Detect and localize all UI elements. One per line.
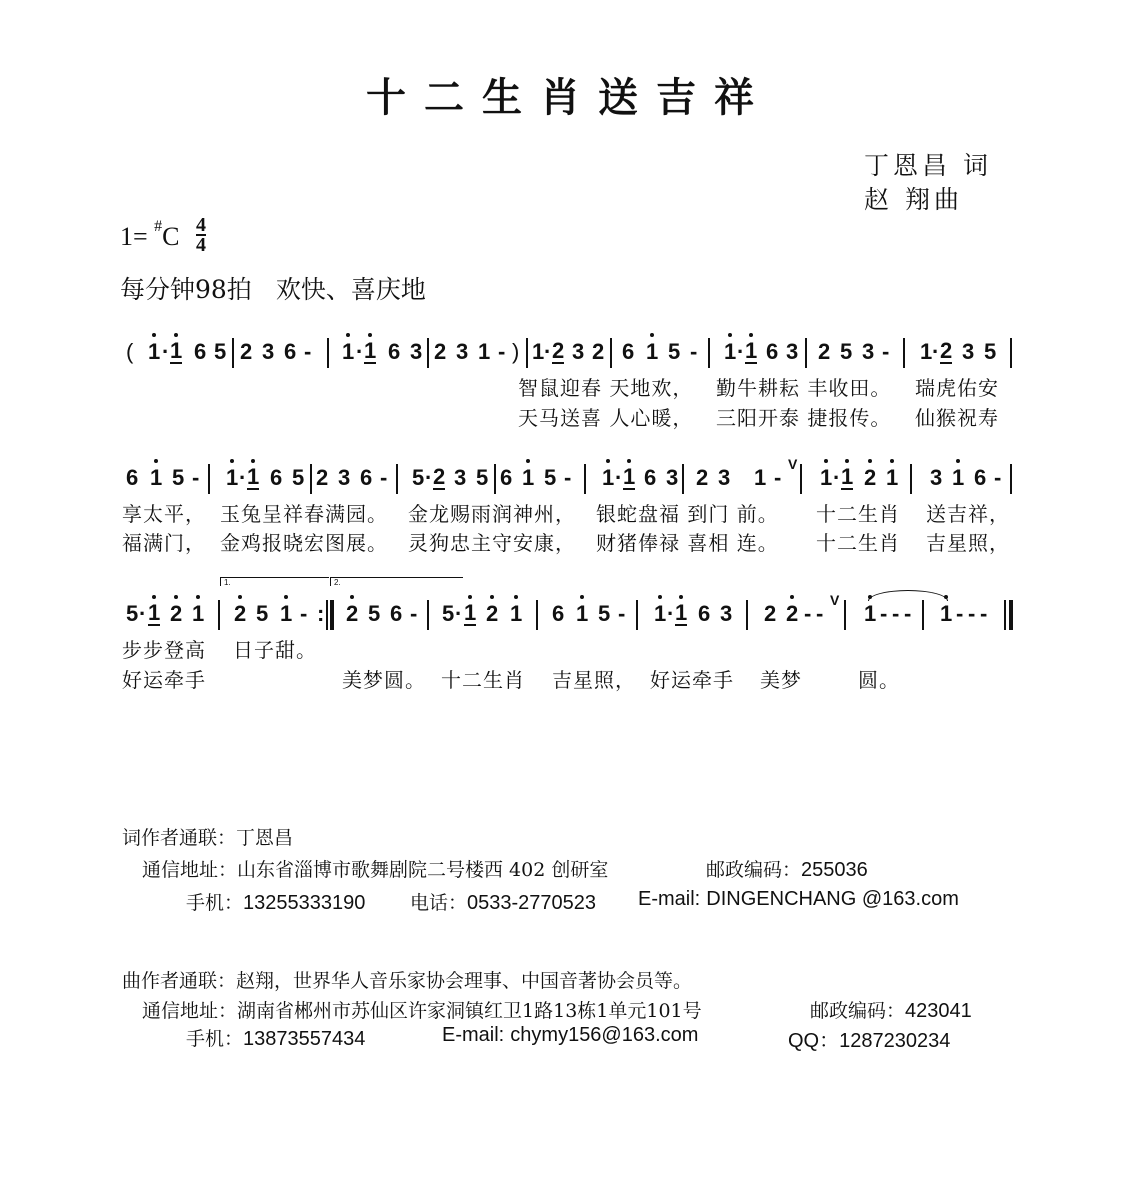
note: 5 <box>840 339 853 364</box>
dash: - <box>618 601 626 626</box>
dash: - <box>882 339 890 364</box>
note: · <box>737 339 745 364</box>
lyric: 福满门， <box>122 531 206 555</box>
dash: - <box>774 465 782 490</box>
note: 1 <box>646 340 658 364</box>
tempo-bpm: 每分钟98拍 <box>120 275 252 304</box>
lyricist-phone-row: 电话：0533-2770523 <box>410 892 597 914</box>
note: · <box>425 465 433 490</box>
note: 3 <box>930 465 943 490</box>
barline <box>1010 464 1012 494</box>
note: 3 <box>456 339 469 364</box>
note: 1 <box>247 466 259 490</box>
note: 1 <box>920 339 933 364</box>
barline <box>746 600 748 630</box>
dash: - <box>994 465 1002 490</box>
key-prefix: 1= <box>120 221 148 251</box>
barline <box>396 464 398 494</box>
dash: - <box>968 601 976 626</box>
final-barline <box>1004 600 1006 630</box>
breath-mark-icon: V <box>830 592 840 608</box>
dash: - <box>410 601 418 626</box>
barline <box>427 600 429 630</box>
note: 1 <box>864 602 876 626</box>
note: 3 <box>262 339 275 364</box>
composer-address: 湖南省郴州市苏仙区许家洞镇红卫1路13栋1单元101号 <box>237 1000 702 1022</box>
lyric: 天马送喜 人心暖， <box>518 406 694 430</box>
note: 5 <box>126 601 139 626</box>
lyric: 十二生肖 <box>816 502 900 526</box>
note: 5 <box>256 601 269 626</box>
note: · <box>833 465 841 490</box>
note: 3 <box>454 465 467 490</box>
note: 1 <box>464 602 476 626</box>
note: 1 <box>754 465 767 490</box>
note: 1 <box>532 339 545 364</box>
barline <box>910 464 912 494</box>
barline <box>708 338 710 368</box>
lyric: 送吉祥， <box>926 502 1010 526</box>
note: 6 <box>552 601 565 626</box>
note: 1 <box>940 602 952 626</box>
note: 1 <box>522 466 534 490</box>
lyric: 日子甜。 <box>233 638 317 662</box>
dash: - <box>816 601 824 626</box>
note: 2 <box>486 602 498 626</box>
lyric: 好运牵手 <box>650 668 734 692</box>
composer-credit: 赵 翔曲 <box>864 185 963 214</box>
repeat-barline-thick <box>330 600 334 630</box>
barline <box>218 600 220 630</box>
note: 1 <box>602 466 614 490</box>
note: · <box>356 339 364 364</box>
note: 6 <box>390 601 403 626</box>
composer-qq: 1287230234 <box>839 1030 951 1052</box>
note: 1 <box>510 602 522 626</box>
note: 2 <box>170 602 182 626</box>
lyric: 好运牵手 <box>122 668 206 692</box>
dash: - <box>304 339 312 364</box>
note: 2 <box>346 602 358 626</box>
note: 6 <box>284 339 297 364</box>
lyric: 灵狗忠主守安康， <box>408 531 576 555</box>
lyricist-email: DINGENCHANG @163.com <box>706 888 959 910</box>
lyricist-mobile-row: 手机：13255333190 <box>186 892 366 914</box>
note: 2 <box>864 466 876 490</box>
lyric: 步步登高 <box>122 638 206 662</box>
dash: - <box>380 465 388 490</box>
note: 1 <box>170 340 182 364</box>
note: 5 <box>984 339 997 364</box>
lyric: 三阳开泰 捷报传。 <box>716 406 892 430</box>
note: 1 <box>148 602 160 626</box>
barline <box>327 338 329 368</box>
note: 5 <box>368 601 381 626</box>
lyric: 财猪俸禄 喜相 连。 <box>596 531 779 555</box>
lyric: 金鸡报晓宏图展。 <box>220 531 388 555</box>
song-title: 十二生肖送吉祥 <box>366 74 772 121</box>
tempo-mood: 欢快、喜庆地 <box>275 275 426 304</box>
notes-line-3 <box>120 592 1020 636</box>
dash: - <box>690 339 698 364</box>
breath-mark-icon: V <box>788 456 798 472</box>
note: 2 <box>240 339 253 364</box>
lyric: 智鼠迎春 天地欢， <box>518 376 694 400</box>
composer-email-row: E-mail: chymy156@163.com <box>442 1024 699 1046</box>
barline <box>800 464 802 494</box>
lyricist-mobile: 13255333190 <box>243 892 366 914</box>
note: 6 <box>270 465 283 490</box>
lyric: 银蛇盘福 到门 前。 <box>596 502 779 526</box>
note: 2 <box>940 338 953 363</box>
composer-name: 赵翔，世界华人音乐家协会理事、中国音著协会员等。 <box>236 970 693 992</box>
note: 1 <box>478 339 491 364</box>
note: 3 <box>862 339 875 364</box>
note: 1 <box>675 602 687 626</box>
note: 2 <box>434 339 447 364</box>
composer-mobile-row: 手机：13873557434 <box>186 1028 366 1050</box>
paren-open: ( <box>126 339 134 364</box>
note: 1 <box>623 466 635 490</box>
dash: - <box>300 601 308 626</box>
note: 6 <box>698 601 711 626</box>
note: 6 <box>388 339 401 364</box>
note: 2 <box>234 602 246 626</box>
lyric: 享太平， <box>122 502 206 526</box>
dash: - <box>980 601 988 626</box>
note: 3 <box>786 339 799 364</box>
notes-line-2 <box>120 456 1020 500</box>
note: 1 <box>841 466 853 490</box>
dash: - <box>892 601 900 626</box>
dash: - <box>804 601 812 626</box>
note: 3 <box>410 339 423 364</box>
note: 5 <box>476 465 489 490</box>
note: 1 <box>952 466 964 490</box>
lyricist-postcode-row: 邮政编码：255036 <box>706 859 868 881</box>
note: 1 <box>364 340 376 364</box>
note: 6 <box>644 465 657 490</box>
composer-address-row: 通信地址：湖南省郴州市苏仙区许家洞镇红卫1路13栋1单元101号 <box>142 1000 702 1022</box>
note: 6 <box>194 339 207 364</box>
key-name: C <box>162 221 180 251</box>
note: 1 <box>150 466 162 490</box>
barline <box>427 338 429 368</box>
lyric: 美梦圆。 <box>342 668 426 692</box>
note: · <box>667 601 675 626</box>
barline <box>208 464 210 494</box>
note: 2 <box>316 465 329 490</box>
notes-line-1 <box>120 334 1020 374</box>
barline <box>232 338 234 368</box>
barline <box>526 338 528 368</box>
note: 5 <box>442 601 455 626</box>
dash: - <box>564 465 572 490</box>
lyricist-address: 山东省淄博市歌舞剧院二号楼西 402 创研室 <box>237 859 609 881</box>
lyricist-postcode: 255036 <box>801 859 868 881</box>
note: 2 <box>786 602 798 626</box>
note: · <box>544 339 552 364</box>
composer-mobile: 13873557434 <box>243 1028 366 1050</box>
composer-contact-heading: 曲作者通联：赵翔，世界华人音乐家协会理事、中国音著协会员等。 <box>122 970 693 992</box>
score-line-1 <box>120 334 1020 374</box>
note: 5 <box>292 465 305 490</box>
final-barline-thick <box>1009 600 1013 630</box>
note: 3 <box>338 465 351 490</box>
note: 1 <box>342 340 354 364</box>
barline <box>310 464 312 494</box>
note: · <box>932 339 940 364</box>
note: 6 <box>622 339 635 364</box>
lyric: 玉兔呈祥春满园。 <box>220 502 388 526</box>
note: 5 <box>598 601 611 626</box>
note: 2 <box>696 465 709 490</box>
note: 2 <box>552 338 565 363</box>
barline <box>1010 338 1012 368</box>
key-signature <box>120 214 207 258</box>
lyric: 仙猴祝寿 <box>915 406 999 430</box>
sharp-icon: # <box>154 218 163 236</box>
note: 2 <box>818 339 831 364</box>
lyricist-phone: 0533-2770523 <box>467 892 597 914</box>
lyric: 瑞虎佑安 <box>915 376 999 400</box>
lyricist-contact-heading: 词作者通联：丁恩昌 <box>122 827 294 849</box>
note: 3 <box>572 339 585 364</box>
lyric: 圆。 <box>858 668 900 692</box>
note: 1 <box>192 602 204 626</box>
lyricist-name: 丁恩昌 <box>236 827 294 849</box>
lyric: 十二生肖 <box>441 668 525 692</box>
note: 5 <box>412 465 425 490</box>
composer-postcode: 423041 <box>905 1000 972 1022</box>
barline <box>903 338 905 368</box>
note: 1 <box>654 602 666 626</box>
paren-close: ) <box>512 339 520 364</box>
note: · <box>162 339 170 364</box>
note: 2 <box>592 339 605 364</box>
volta-1: 1. <box>220 577 329 586</box>
note: 1 <box>226 466 238 490</box>
note: · <box>139 601 147 626</box>
note: 5 <box>544 465 557 490</box>
note: 2 <box>433 464 446 489</box>
lyric: 金龙赐雨润神州， <box>408 502 576 526</box>
lyric: 美梦 <box>760 668 802 692</box>
barline <box>494 464 496 494</box>
note: 6 <box>766 339 779 364</box>
dash: - <box>192 465 200 490</box>
barline <box>610 338 612 368</box>
note: 3 <box>720 601 733 626</box>
barline <box>584 464 586 494</box>
dash: - <box>498 339 506 364</box>
note: 5 <box>668 339 681 364</box>
dash: - <box>880 601 888 626</box>
time-signature: $\frac{4}{4}$ <box>196 214 207 256</box>
lyric: 十二生肖 <box>816 531 900 555</box>
dash: - <box>904 601 912 626</box>
lyricist-email-row: E-mail: DINGENCHANG @163.com <box>638 888 959 910</box>
note: · <box>615 465 623 490</box>
note: 1 <box>745 340 757 364</box>
note: 3 <box>962 339 975 364</box>
lyricist-credit: 丁恩昌 词 <box>864 151 992 180</box>
repeat-barline <box>326 600 328 630</box>
note: · <box>239 465 247 490</box>
note: 6 <box>126 465 139 490</box>
lyric: 吉星照， <box>926 531 1010 555</box>
score-line-3 <box>120 592 1020 636</box>
note: 3 <box>666 465 679 490</box>
volta-2: 2. <box>330 577 463 586</box>
lyric: 吉星照， <box>552 668 636 692</box>
barline <box>805 338 807 368</box>
barline <box>922 600 924 630</box>
note: 6 <box>500 465 513 490</box>
note: 6 <box>974 465 987 490</box>
dash: - <box>956 601 964 626</box>
barline <box>682 464 684 494</box>
barline <box>844 600 846 630</box>
note: 5 <box>214 339 227 364</box>
tempo-marking <box>120 270 426 306</box>
note: 1 <box>280 602 292 626</box>
note: 1 <box>576 602 588 626</box>
lyricist-address-row: 通信地址：山东省淄博市歌舞剧院二号楼西 402 创研室 <box>142 859 609 881</box>
barline <box>636 600 638 630</box>
composer-qq-row: QQ：1287230234 <box>788 1030 951 1052</box>
note: 1 <box>886 466 898 490</box>
note: 1 <box>724 340 736 364</box>
lyric: 勤牛耕耘 丰收田。 <box>716 376 892 400</box>
note: · <box>455 601 463 626</box>
note: 5 <box>172 465 185 490</box>
note: 3 <box>718 465 731 490</box>
note: 2 <box>764 601 777 626</box>
note: 6 <box>360 465 373 490</box>
note: 1 <box>820 466 832 490</box>
repeat-colon: : <box>317 601 325 626</box>
composer-email: chymy156@163.com <box>510 1024 699 1046</box>
note: 1 <box>148 340 160 364</box>
composer-postcode-row: 邮政编码：423041 <box>810 1000 972 1022</box>
barline <box>536 600 538 630</box>
score-line-2 <box>120 456 1020 500</box>
